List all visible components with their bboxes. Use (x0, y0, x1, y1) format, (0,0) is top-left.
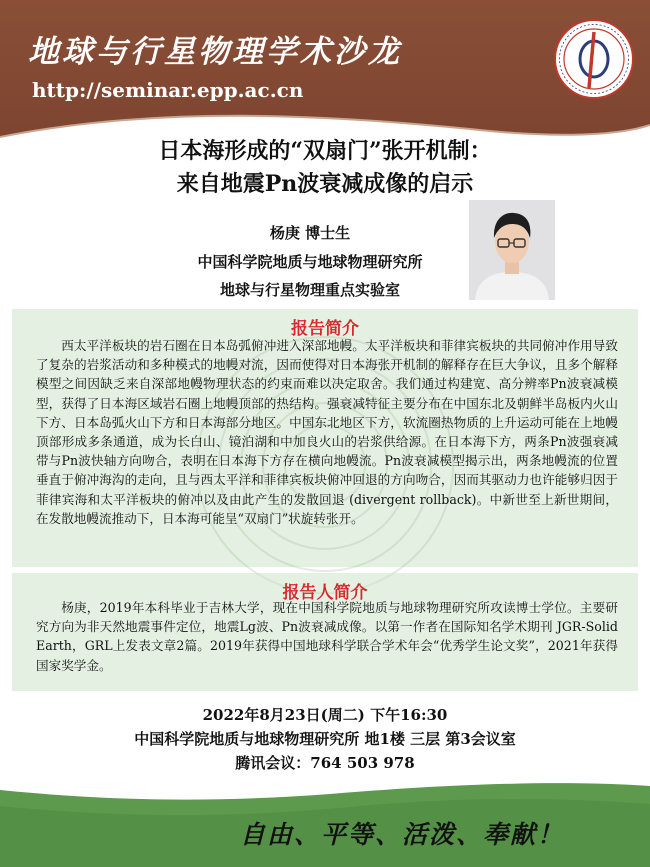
speaker-photo (469, 200, 555, 300)
bio-text: 杨庚，2019年本科毕业于吉林大学，现在中国科学院地质与地球物理研究所攻读博士学位。主要研究方向为非天然地震事件定位，地震Lg波、Pn波衰减成像。以第一作者在国际知名学术期刊 JGR-Solid Earth，GRL上发表文章2篇。2019年获得中国地球科学联合学术年会“优秀学生论文奖”，2021年获得国家奖学金。 (36, 600, 618, 673)
meeting-id: 腾讯会议：764 503 978 (235, 754, 415, 772)
bio-heading: 报告人简介 (282, 583, 368, 603)
abstract-text: 西太平洋板块的岩石圈在日本岛弧俯冲进入深部地幔。太平洋板块和菲律宾板块的共同俯冲作用导致了复杂的岩浆活动和多种模式的地幔对流，因而使得对日本海张开机制的解释存在巨大争议，且多个解释模型之间因缺乏来自深部地幔物理状态的约束而难以决定取舍。我们通过构建宽、高分辨率Pn波衰减模型，获得了日本海区域岩石圈上地幔顶部的热结构。强衰减特征主要分布在中国东北及朝鲜半岛板内火山下方、日本岛弧火山下方和日本海部分地区。中国东北地区下方，软流圈热物质的上升运动可能在上地幔顶部形成多条通道，成为长白山、镜泊湖和中加良火山的岩浆供给源。在日本海下方，两条Pn波强衰减带与Pn波快轴方向吻合，表明在日本海下方存在横向地幔流。Pn波衰减模型揭示出，两条地幔流的位置垂直于俯冲海沟的走向，且与西太平洋和菲律宾板块俯冲回退的方向吻合，因而其驱动力也许能够归因于菲律宾海和太平洋板块的俯冲以及由此产生的发散回退 (divergent rollback)。中新世至上新世期间，在发散地幔流推动下，日本海可能呈“双扇门”状旋转张开。 (36, 338, 618, 526)
event-datetime: 2022年8月23日(周二) 下午16:30 (202, 706, 448, 724)
abstract-heading: 报告简介 (291, 319, 359, 339)
institute-logo (553, 18, 635, 100)
motto: 自由、平等、活泼、奉献！ (240, 820, 565, 849)
talk-title-line1: 日本海形成的“双扇门”张开机制： (158, 138, 492, 164)
speaker-name: 杨庚 博士生 (269, 224, 351, 242)
speaker-affiliation-1: 中国科学院地质与地球物理研究所 (197, 253, 423, 271)
event-location: 中国科学院地质与地球物理研究所 地1楼 三层 第3会议室 (134, 730, 516, 748)
seminar-url[interactable]: http://seminar.epp.ac.cn (32, 78, 304, 102)
talk-title-line2: 来自地震Pn波衰减成像的启示 (176, 171, 474, 197)
series-title: 地球与行星物理学术沙龙 (28, 34, 402, 70)
speaker-affiliation-2: 地球与行星物理重点实验室 (219, 281, 400, 299)
